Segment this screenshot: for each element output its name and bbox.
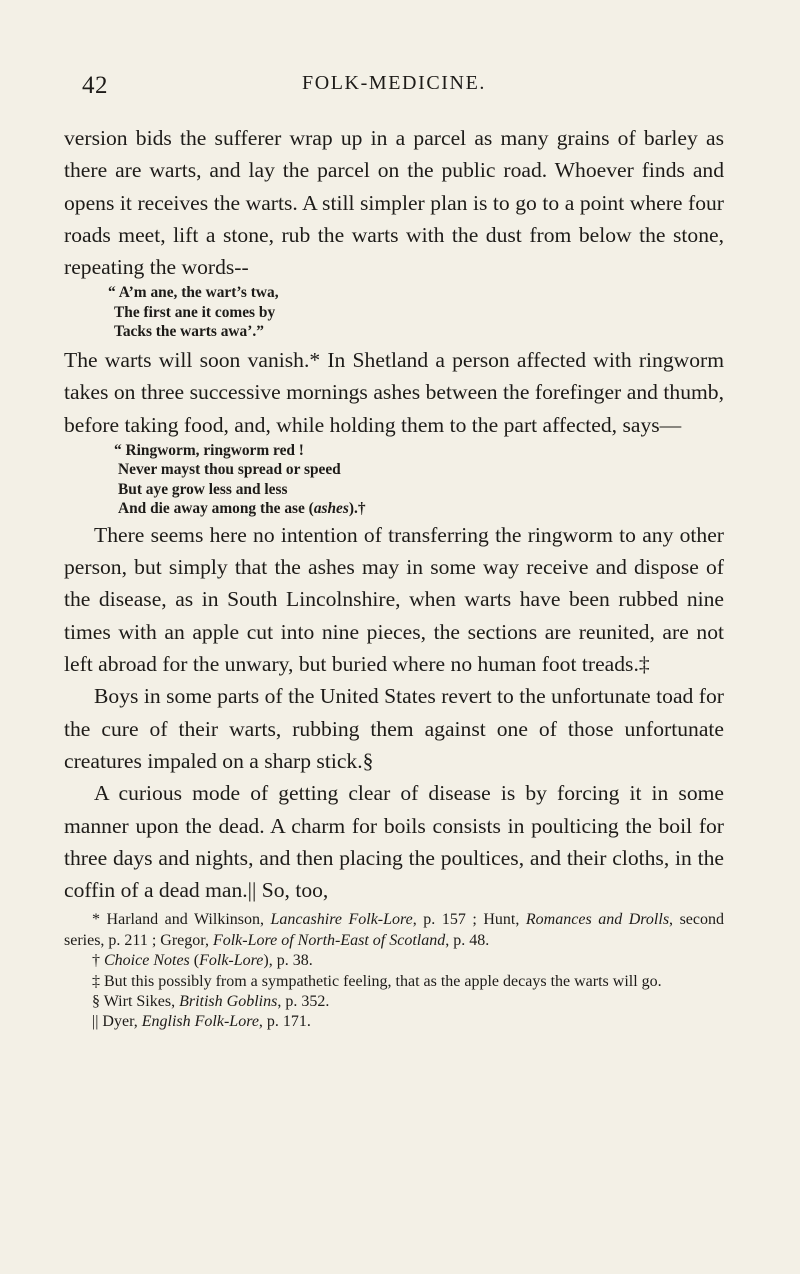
footnote-3: [64, 972, 724, 992]
paragraph-5: A curious mode of getting clear of disease is by forcing it in some manner upon the dead. A charm for boils consists in poulticing the boil for three days and nights, and then placing the poultices, and their cloths, in the coffin of a dead man.|| So, too,: [64, 781, 724, 903]
verse-italic: ashes: [313, 500, 349, 518]
verse-text: ).†: [348, 500, 366, 518]
footnote-mark: ||: [92, 1013, 99, 1031]
footnote-mark: *: [92, 911, 100, 929]
footnote-title: Lancashire Folk-Lore: [270, 911, 413, 929]
footnote-text: Dyer,: [102, 1013, 142, 1031]
footnote-text: , p. 157 ; Hunt,: [412, 911, 526, 929]
verse-line: [118, 499, 724, 519]
paragraph-2: The warts will soon vanish.* In Shetland a person affected with ringworm takes on three successive mornings ashes between the forefinger and thumb, before taking food, and, while holding them to the part affected, says—: [64, 347, 724, 437]
footnote-text: Harland and Wilkinson,: [106, 911, 271, 929]
page-header-title: FOLK-MEDICINE.: [301, 72, 487, 94]
verse-line: “ Ringworm, ringworm red !: [114, 441, 304, 459]
footnote-title: Folk-Lore: [199, 952, 264, 970]
footnote-1: [64, 910, 724, 951]
footnote-text: , p. 171.: [258, 1013, 311, 1031]
verse-line: “ A’m ane, the wart’s twa,: [108, 284, 279, 302]
footnote-text: Wirt Sikes,: [103, 993, 180, 1011]
footnote-4: [64, 992, 724, 1012]
footnote-title: Choice Notes: [104, 952, 190, 970]
footnote-mark: †: [92, 952, 100, 970]
footnote-title: English Folk-Lore: [141, 1013, 259, 1031]
body-text: [64, 122, 724, 906]
footnote-text: , p. 352.: [277, 993, 330, 1011]
footnote-title: British Goblins: [179, 993, 278, 1011]
footnote-text: , p. 48.: [445, 931, 490, 949]
paragraph-4: Boys in some parts of the United States revert to the unfortunate toad for the cure of their warts, rubbing them against one of those unfortunate creatures impaled on a sharp stick.§: [64, 684, 724, 773]
verse-text: And die away among the ase (: [118, 500, 314, 518]
verse-wart-charm: [64, 283, 724, 342]
footnote-mark: ‡: [92, 972, 100, 990]
footnote-mark: §: [92, 993, 100, 1011]
verse-line: But aye grow less and less: [118, 480, 288, 498]
footnote-title: Romances and Drolls: [525, 911, 670, 929]
paragraph-1: version bids the sufferer wrap up in a parcel as many grains of barley as there are warts, and lay the parcel on the public road. Whoever finds and opens it receives the warts. A still simpler plan is to go to a point where four roads meet, lift a stone, rub the warts with the dust from below the stone, repeating the words--: [64, 126, 724, 280]
book-page: [64, 72, 724, 1033]
verse-line: The first ane it comes by: [114, 303, 276, 321]
footnote-text: ), p. 38.: [263, 952, 313, 970]
page-number: 42: [82, 72, 108, 99]
footnote-5: [64, 1012, 724, 1032]
verse-ringworm-charm: [64, 441, 724, 519]
footnote-text: (: [189, 952, 200, 970]
footnote-text: , second series, p. 211 ; Gregor,: [64, 911, 725, 949]
paragraph-3: There seems here no intention of transferring the ringworm to any other person, but simply that the ashes may in some way receive and dispose of the disease, as in South Lincolnshire, when warts have been rubbed nine times with an apple cut into nine pieces, the sections are reunited, are not left abroad for the unwary, but buried where no human foot treads.‡: [64, 522, 724, 677]
running-head: [64, 72, 724, 108]
footnote-2: [64, 951, 724, 971]
footnote-title: Folk-Lore of North-East of Scotland: [212, 931, 446, 949]
footnotes: [64, 910, 724, 1032]
verse-line: Never mayst thou spread or speed: [118, 461, 341, 479]
verse-line: Tacks the warts awa’.”: [114, 323, 264, 341]
footnote-text: But this possibly from a sympathetic feeling, that as the apple decays the warts will go.: [104, 972, 662, 990]
